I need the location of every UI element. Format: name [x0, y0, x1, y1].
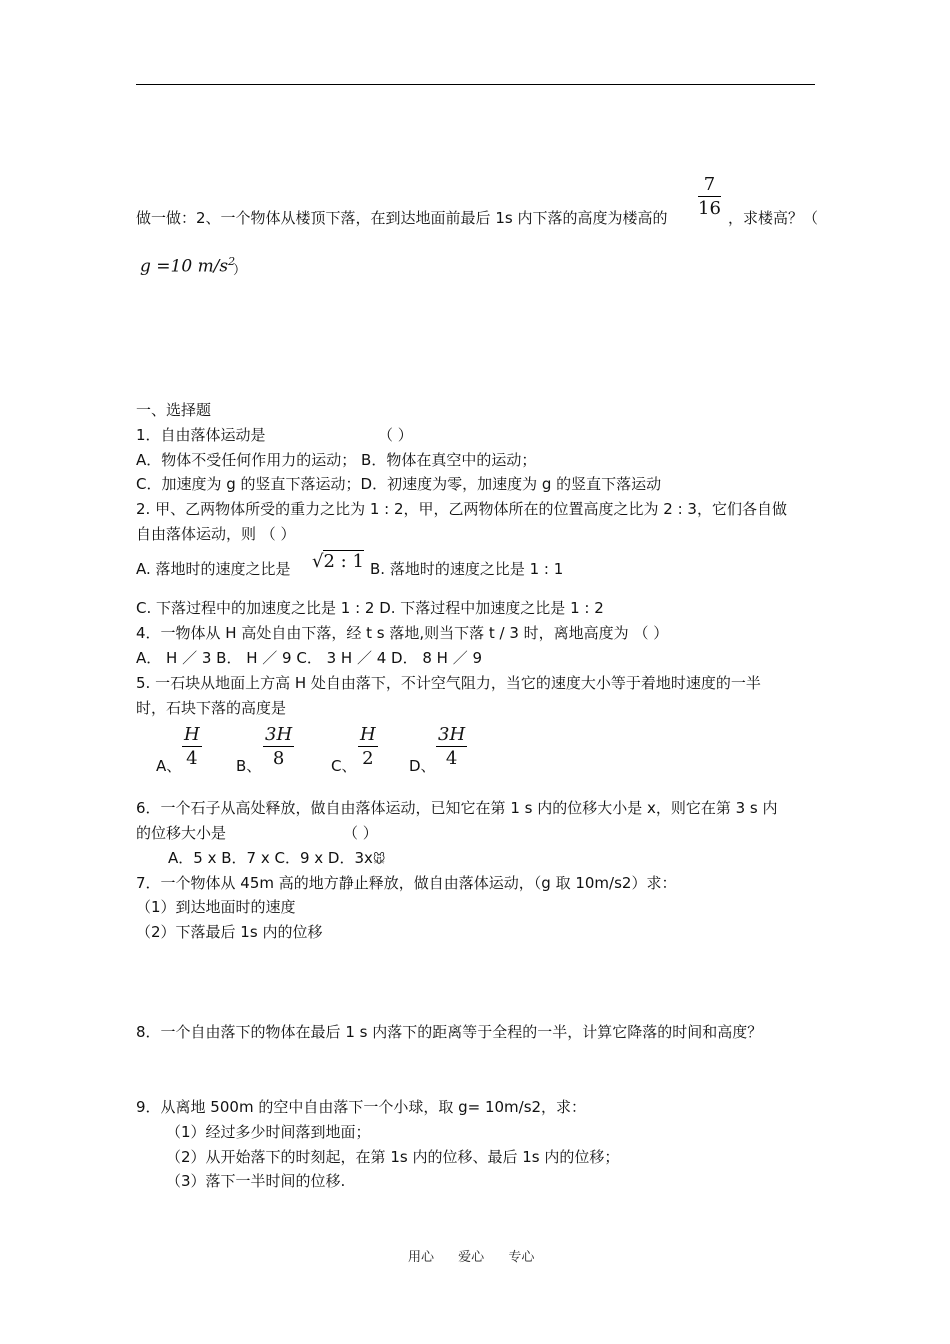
q5-c-numerator: H: [360, 724, 376, 745]
q7-stem: 7．一个物体从 45m 高的地方静止释放，做自由落体运动，（g 取 10m/s2）求：: [136, 874, 677, 892]
q5-option-b-label: B、: [236, 757, 262, 775]
q5-stem-line2: 时，石块下落的高度是: [136, 699, 287, 717]
q1-options-cd: C．加速度为 g 的竖直下落运动；D．初速度为零，加速度为 g 的竖直下落运动: [136, 475, 662, 493]
q6-options-text: A．5 x B．7 x C．9 x D．3x: [168, 849, 373, 867]
q2-stem-line2: 自由落体运动，则 （ ）: [136, 525, 296, 543]
q5-b-numerator: 3H: [265, 724, 293, 745]
q2-option-a: A. 落地时的速度之比是: [136, 560, 291, 578]
footer-item-3: 专心: [508, 1250, 535, 1265]
q1-paren: （ ）: [378, 426, 413, 444]
q5-b-denominator: 8: [272, 748, 285, 769]
q5-d-numerator: 3H: [438, 724, 466, 745]
q2-sqrt-value: 2 : 1: [323, 551, 364, 572]
q1-stem: 1．自由落体运动是: [136, 426, 266, 444]
gravity-expression: [140, 256, 235, 276]
q6-stem-line2: 的位移大小是: [136, 824, 227, 842]
sqrt-icon: √: [312, 551, 324, 572]
mouse-icon: 🐭: [372, 851, 386, 866]
footer-item-1: 用心: [408, 1250, 435, 1265]
q5-option-c-label: C、: [331, 757, 357, 775]
q7-sub1: （1）到达地面时的速度: [136, 898, 296, 916]
q5-a-numerator: H: [184, 724, 200, 745]
q4-options: A． H ／ 3 B． H ／ 9 C． 3 H ／ 4 D． 8 H ／ 9: [136, 649, 483, 667]
q6-paren: （ ）: [343, 824, 378, 842]
q2-sqrt-expression: [312, 553, 364, 571]
gravity-exponent: 2: [228, 255, 236, 268]
q5-option-a-label: A、: [156, 757, 182, 775]
q5-option-d-label: D、: [409, 757, 436, 775]
q5-a-denominator: 4: [186, 748, 198, 769]
q5-c-denominator: 2: [362, 748, 374, 769]
q1-options-ab: A．物体不受任何作用力的运动； B．物体在真空中的运动；: [136, 451, 537, 469]
q7-sub2: （2）下落最后 1s 内的位移: [136, 923, 323, 941]
q2-stem-line1: 2. 甲、乙两物体所受的重力之比为 1 : 2，甲，乙两物体所在的位置高度之比为 2 : 3，它们各自做: [136, 500, 787, 518]
intro-tail: ，求楼高？（: [728, 209, 819, 227]
q5-option-d-fraction: [436, 726, 467, 768]
q6-stem-line1: 6．一个石子从高处释放，做自由落体运动，已知它在第 1 s 内的位移大小是 x，则它在第 3 s 内: [136, 799, 778, 817]
gravity-value: g =10 m/s: [140, 256, 229, 277]
q5-option-b-fraction: [263, 726, 294, 768]
intro-fraction-denominator: 16: [698, 198, 721, 219]
q9-sub1: （1）经过多少时间落到地面；: [166, 1123, 371, 1141]
intro-fraction: [698, 176, 721, 218]
intro-text: 做一做：2、一个物体从楼顶下落，在到达地面前最后 1s 内下落的高度为楼高的: [136, 209, 668, 227]
q5-stem-line1: 5. 一石块从地面上方高 H 处自由落下，不计空气阻力，当它的速度大小等于着地时速度的一半: [136, 674, 761, 692]
footer-item-2: 爱心: [458, 1250, 485, 1265]
q9-stem: 9．从离地 500m 的空中自由落下一个小球，取 g= 10m/s2，求：: [136, 1098, 587, 1116]
q4-stem: 4．一物体从 H 高处自由下落，经 t s 落地,则当下落 t / 3 时，离地高度为 （ ）: [136, 624, 669, 642]
gravity-close-paren: ）: [233, 263, 247, 278]
q9-sub2: （2）从开始落下的时刻起，在第 1s 内的位移、最后 1s 内的位移；: [166, 1148, 620, 1166]
q5-option-a-fraction: [182, 726, 202, 768]
section-heading: 一、选择题: [136, 401, 212, 419]
q9-sub3: （3）落下一半时间的位移.: [166, 1172, 346, 1190]
q2-options-cd: C. 下落过程中的加速度之比是 1 : 2 D. 下落过程中加速度之比是 1 : 2: [136, 599, 604, 617]
q2-option-b: B. 落地时的速度之比是 1 : 1: [370, 560, 564, 578]
page-footer: [398, 1251, 544, 1264]
q5-option-c-fraction: [358, 726, 378, 768]
q5-d-denominator: 4: [445, 748, 458, 769]
q8-stem: 8．一个自由落下的物体在最后 1 s 内落下的距离等于全程的一半，计算它降落的时间和高度？: [136, 1023, 763, 1041]
header-rule: [136, 84, 815, 85]
intro-fraction-numerator: 7: [698, 176, 721, 197]
q6-options: [168, 851, 385, 866]
